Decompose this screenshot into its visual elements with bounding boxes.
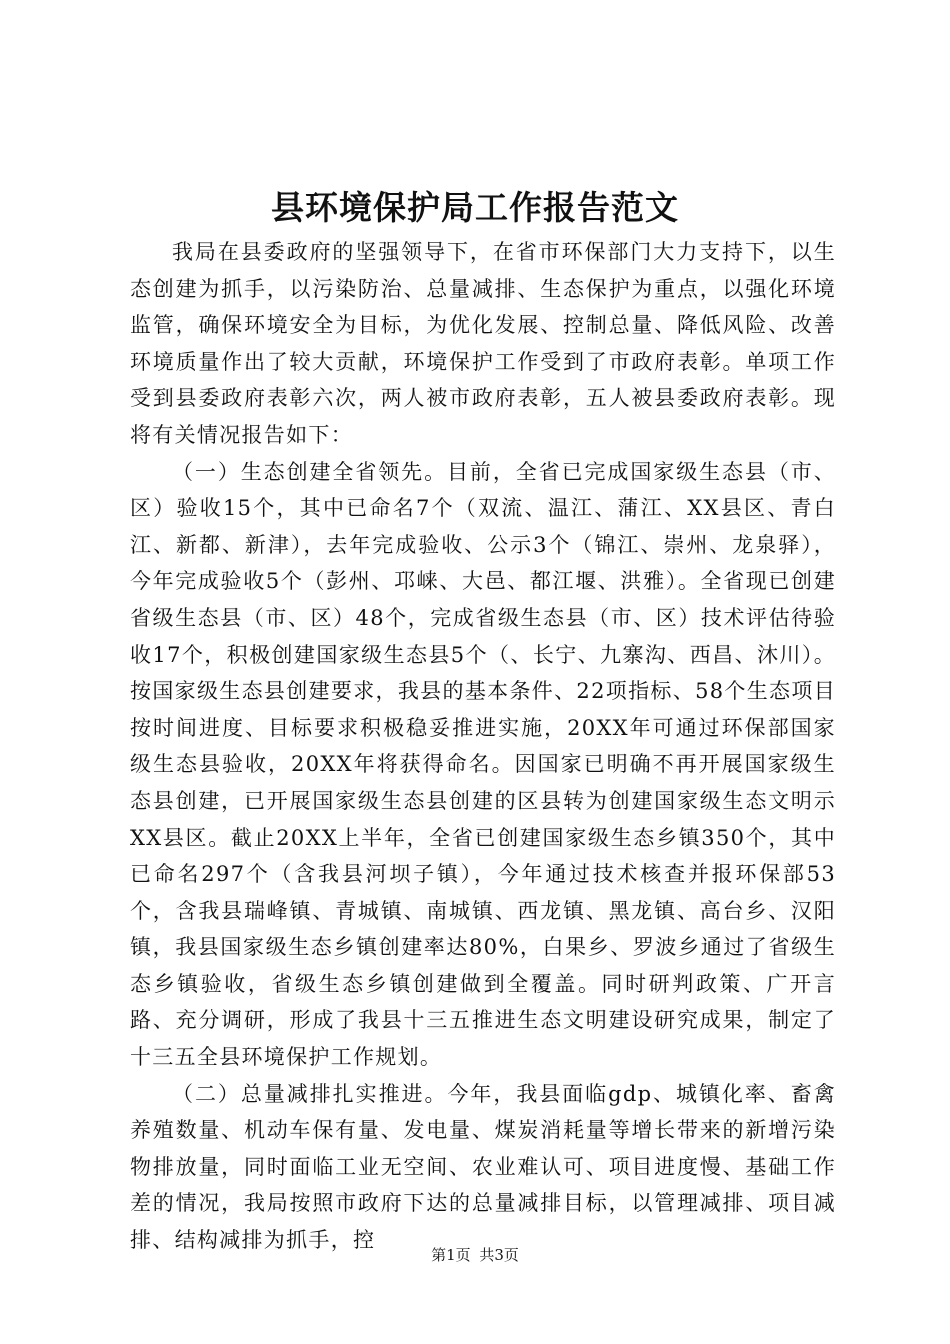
page-number: 第1页	[431, 1246, 471, 1264]
document-body	[130, 234, 836, 1259]
page-footer	[0, 1244, 950, 1266]
document-title: 县环境保护局工作报告范文	[271, 188, 679, 227]
page-total: 共3页	[479, 1246, 519, 1264]
paragraph-ecological-construction: （一）生态创建全省领先。目前，全省已完成国家级生态县（市、区）验收15个，其中已命名7个（双流、温江、蒲江、XX县区、青白江、新都、新津），去年完成验收、公示3个（锦江、崇州、龙泉驿），今年完成验收5个（彭州、邛崃、大邑、都江堰、洪雅）。全省现已创建省级生态县（市、区）48个，完成省级生态县（市、区）技术评估待验收17个，积极创建国家级生态县5个（、长宁、九寨沟、西昌、沐川）。按国家级生态县创建要求，我县的基本条件、22项指标、58个生态项目按时间进度、目标要求积极稳妥推进实施，20XX年可通过环保部国家级生态县验收，20XX年将获得命名。因国家已明确不再开展国家级生态县创建，已开展国家级生态县创建的区县转为创建国家级生态文明示XX县区。截止20XX上半年，全省已创建国家级生态乡镇350个，其中已命名297个（含我县河坝子镇），今年通过技术核查并报环保部53个，含我县瑞峰镇、青城镇、南城镇、西龙镇、黑龙镇、高台乡、汉阳镇，我县国家级生态乡镇创建率达80%，白果乡、罗波乡通过了省级生态乡镇验收，省级生态乡镇创建做到全覆盖。同时研判政策、广开言路、充分调研，形成了我县十三五推进生态文明建设研究成果，制定了十三五全县环境保护工作规划。	[130, 459, 836, 1070]
paragraph-emission-reduction: （二）总量减排扎实推进。今年，我县面临gdp、城镇化率、畜禽养殖数量、机动车保有量、发电量、煤炭消耗量等增长带来的新增污染物排放量，同时面临工业无空间、农业难认可、项目进度慢、基础工作差的情况，我局按照市政府下达的总量减排目标，以管理减排、项目减排、结构减排为抓手，控	[130, 1081, 836, 1253]
paragraph-intro: 我局在县委政府的坚强领导下，在省市环保部门大力支持下，以生态创建为抓手，以污染防治、总量减排、生态保护为重点，以强化环境监管，确保环境安全为目标，为优化发展、控制总量、降低风险、改善环境质量作出了较大贡献，环境保护工作受到了市政府表彰。单项工作受到县委政府表彰六次，两人被市政府表彰，五人被县委政府表彰。现将有关情况报告如下：	[130, 240, 836, 447]
